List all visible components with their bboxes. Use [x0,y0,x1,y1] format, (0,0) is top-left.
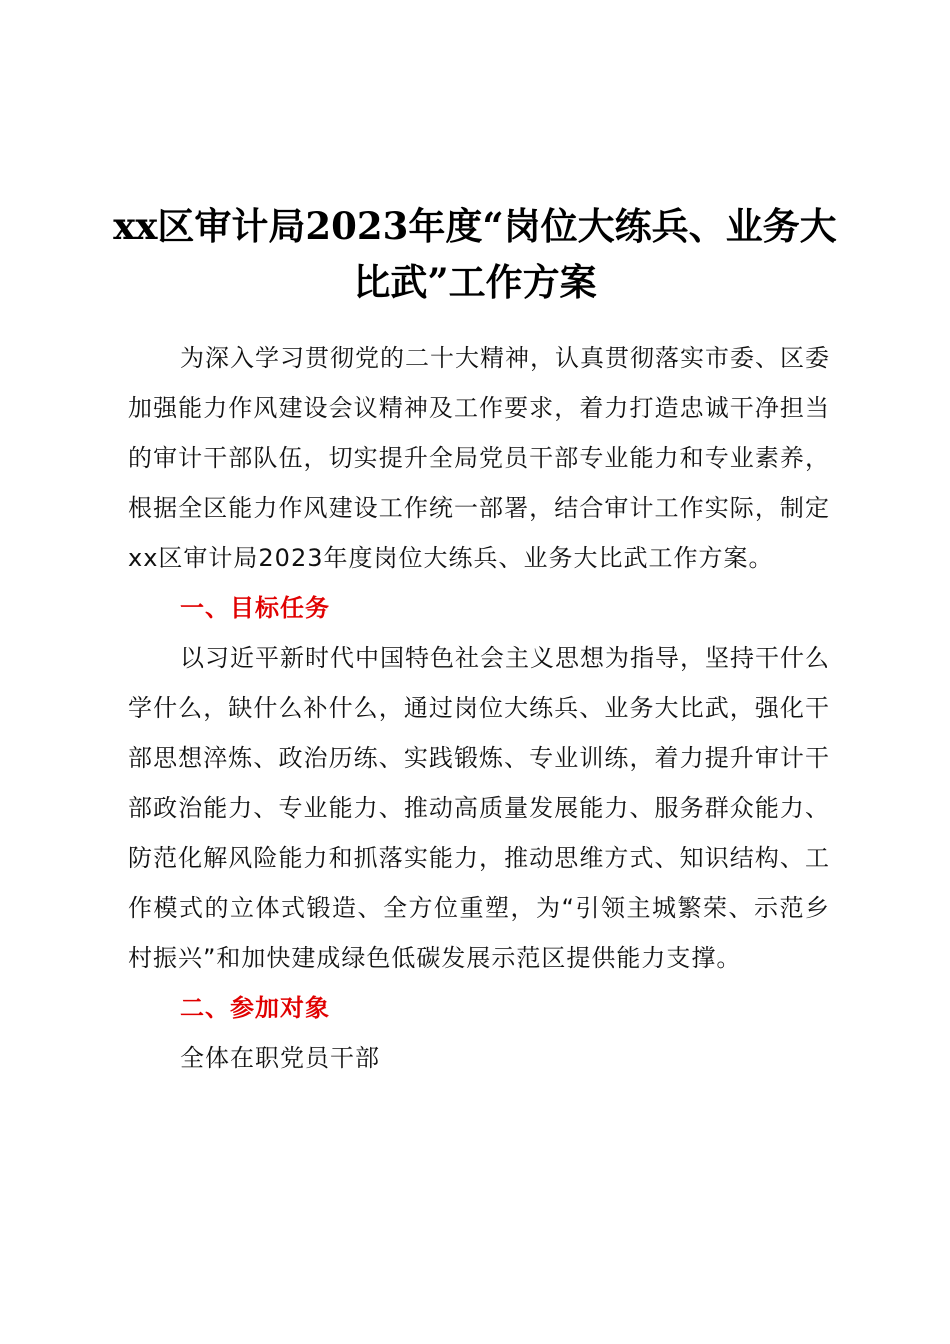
section-paragraph-participants: 全体在职党员干部 [180,1044,380,1072]
title-line-1: xx区审计局2023年度“岗位大练兵、业务大 [113,204,837,248]
intro-paragraph: 为深入学习贯彻党的二十大精神，认真贯彻落实市委、区委加强能力作风建设会议精神及工作要求，着力打造忠诚干净担当的审计干部队伍，切实提升全局党员干部专业能力和专业素养，根据全区能力作风建设工作统一部署，结合审计工作实际，制定xx区审计局2023年度岗位大练兵、业务大比武工作方案。 [128,344,830,572]
section-heading-participants: 二、参加对象 [180,994,330,1022]
section-paragraph-goals: 以习近平新时代中国特色社会主义思想为指导，坚持干什么学什么，缺什么补什么，通过岗位大练兵、业务大比武，强化干部思想淬炼、政治历练、实践锻炼、专业训练，着力提升审计干部政治能力、专业能力、推动高质量发展能力、服务群众能力、防范化解风险能力和抓落实能力，推动思维方式、知识结构、工作模式的立体式锻造、全方位重塑，为“引领主城繁荣、示范乡村振兴”和加快建成绿色低碳发展示范区提供能力支撑。 [128,644,830,972]
document-title [110,198,840,310]
title-line-2: 比武”工作方案 [353,260,597,304]
document-body [128,333,830,1083]
section-heading-goals: 一、目标任务 [180,594,330,622]
